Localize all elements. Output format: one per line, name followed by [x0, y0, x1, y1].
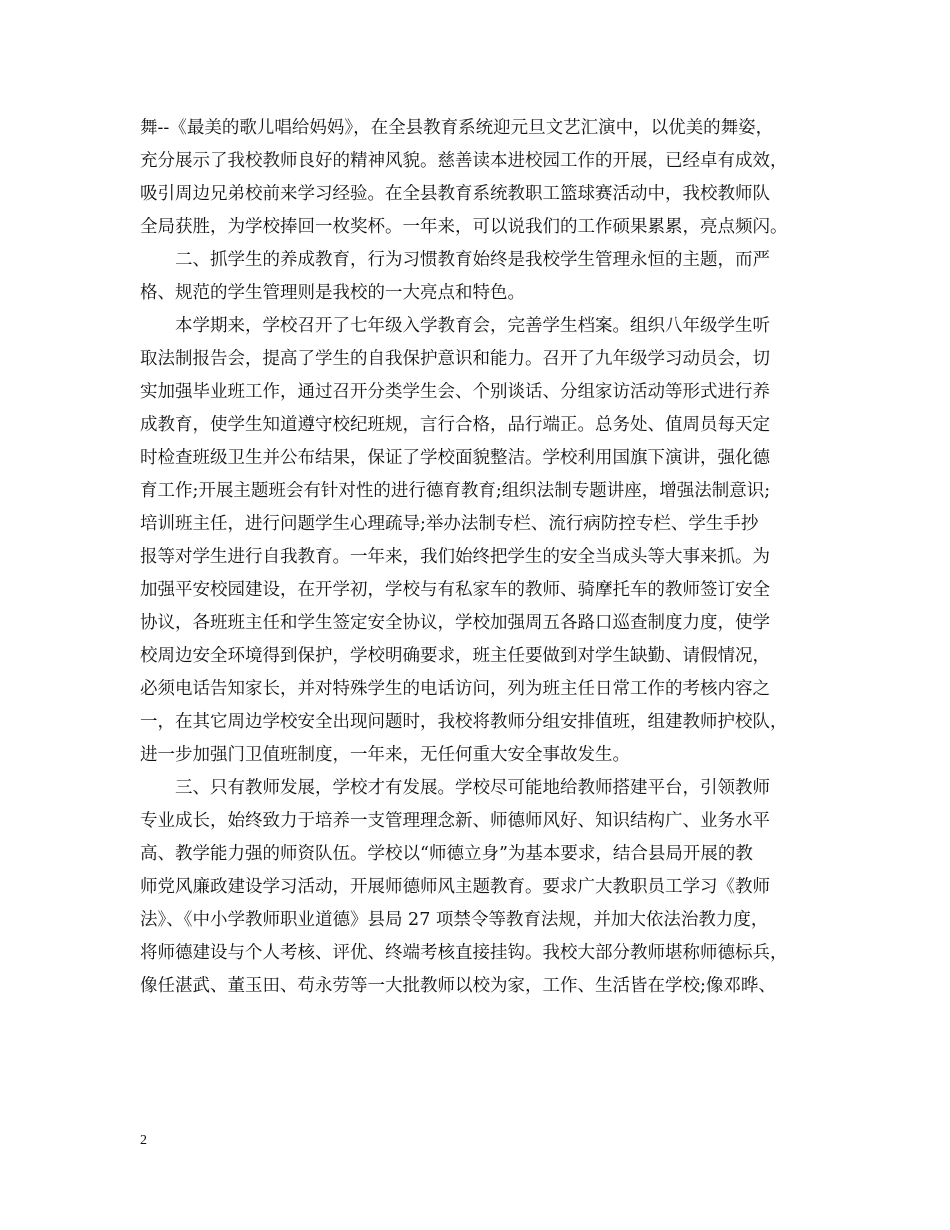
text-line: 校周边安全环境得到保护，学校明确要求，班主任要做到对学生缺勤、请假情况，	[140, 646, 770, 666]
text-line: 充分展示了我校教师良好的精神风貌。慈善读本进校园工作的开展，已经卓有成效，	[140, 151, 788, 171]
text-line: 培训班主任，进行问题学生心理疏导;举办法制专栏、流行病防控专栏、学生手抄	[140, 514, 759, 534]
text-line: 格、规范的学生管理则是我校的一大亮点和特色。	[140, 283, 525, 303]
text-line: 像任湛武、董玉田、苟永劳等一大批教师以校为家，工作、生活皆在学校;像邓晔、	[140, 976, 776, 996]
text-line: 三、只有教师发展，学校才有发展。学校尽可能地给教师搭建平台，引领教师	[140, 778, 770, 798]
text-line: 将师德建设与个人考核、评优、终端考核直接挂钩。我校大部分教师堪称师德标兵，	[140, 943, 788, 963]
text-line: 高、教学能力强的师资队伍。学校以“师德立身”为基本要求，结合县局开展的教	[140, 844, 753, 864]
text-line: 育工作;开展主题班会有针对性的进行德育教育;组织法制专题讲座，增强法制意识;	[140, 481, 771, 501]
text-line: 时检查班级卫生并公布结果，保证了学校面貌整洁。学校利用国旗下演讲，强化德	[140, 448, 770, 468]
document-body	[140, 112, 820, 1003]
text-line: 二、抓学生的养成教育，行为习惯教育始终是我校学生管理永恒的主题，而严	[140, 250, 770, 270]
text-line: 一，在其它周边学校安全出现问题时，我校将教师分组安排值班，组建教师护校队，	[140, 712, 788, 732]
text-line: 进一步加强门卫值班制度，一年来，无任何重大安全事故发生。	[140, 745, 630, 765]
text-line: 必须电话告知家长，并对特殊学生的电话访问，列为班主任日常工作的考核内容之	[140, 679, 770, 699]
text-line: 法》、《中小学教师职业道德》县局 27 项禁令等教育法规，并加大依法治教力度，	[140, 910, 769, 930]
text-line: 吸引周边兄弟校前来学习经验。在全县教育系统教职工篮球赛活动中，我校教师队	[140, 184, 770, 204]
text-line: 成教育，使学生知道遵守校纪班规，言行合格，品行端正。总务处、值周员每天定	[140, 415, 770, 435]
text-line: 取法制报告会，提高了学生的自我保护意识和能力。召开了九年级学习动员会，切	[140, 349, 770, 369]
text-line: 本学期来，学校召开了七年级入学教育会，完善学生档案。组织八年级学生听	[140, 316, 770, 336]
text-line: 加强平安校园建设，在开学初，学校与有私家车的教师、骑摩托车的教师签订安全	[140, 580, 770, 600]
page-number: 2	[140, 1133, 147, 1148]
text-line: 报等对学生进行自我教育。一年来，我们始终把学生的安全当成头等大事来抓。为	[140, 547, 770, 567]
text-line: 舞--《最美的歌儿唱给妈妈》，在全县教育系统迎元旦文艺汇演中，以优美的舞姿，	[140, 118, 774, 138]
text-line: 协议，各班班主任和学生签定安全协议，学校加强周五各路口巡查制度力度，使学	[140, 613, 770, 633]
text-line: 师党风廉政建设学习活动，开展师德师风主题教育。要求广大教职员工学习《教师	[140, 877, 770, 897]
text-line: 专业成长，始终致力于培养一支管理理念新、师德师风好、知识结构广、业务水平	[140, 811, 770, 831]
text-line: 实加强毕业班工作，通过召开分类学生会、个别谈话、分组家访活动等形式进行养	[140, 382, 770, 402]
text-line: 全局获胜，为学校捧回一枚奖杯。一年来，可以说我们的工作硕果累累，亮点频闪。	[140, 217, 788, 237]
